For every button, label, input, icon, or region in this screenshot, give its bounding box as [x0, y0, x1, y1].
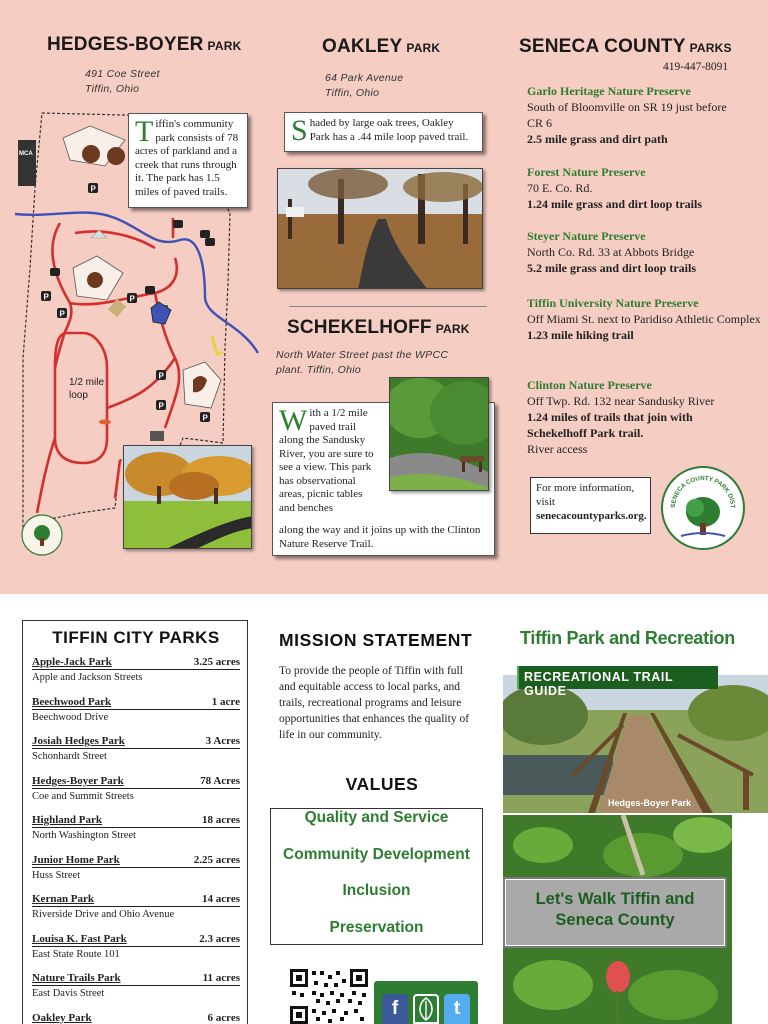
city-park-acres: 6 acres [207, 1011, 240, 1024]
oakley-divider [289, 306, 487, 307]
city-park-street: Huss Street [32, 869, 81, 881]
city-parks-box [22, 620, 248, 1024]
oakley-dropcap: S [291, 114, 308, 147]
svg-text:P: P [158, 401, 164, 411]
city-park-name: Josiah Hedges Park [32, 735, 125, 747]
svg-text:P: P [158, 371, 164, 381]
city-park-acres: 3.25 acres [193, 656, 240, 668]
city-park-name: Junior Home Park [32, 853, 120, 866]
bridge-photo-caption: Hedges-Boyer Park [608, 798, 692, 808]
city-park-street: East State Route 101 [32, 948, 120, 960]
preserve-steyer: Steyer Nature Preserve North Co. Rd. 33 at Abbots Bridge 5.2 mile grass and dirt loop trails [527, 229, 697, 275]
city-park-acres: 11 acres [202, 972, 240, 984]
city-park-row [32, 854, 240, 881]
svg-text:SENECA COUNTY PARK DISTRICT: SENECA COUNTY PARK DIST [669, 474, 737, 509]
oakley-text: haded by large oak trees, Oakley Park has a .44 mile loop paved trail. [309, 117, 469, 143]
hedges-boyer-dropcap: T [135, 115, 154, 148]
schekelhoff-text-tail: along the way and it joins up with the Clinton Nature Reserve Trail. [279, 524, 481, 550]
facebook-icon[interactable]: f [382, 994, 408, 1024]
svg-text:P: P [202, 413, 208, 423]
mission-title: MISSION STATEMENT [279, 630, 473, 650]
value-community-development: Community Development [283, 846, 470, 863]
qr-code[interactable] [290, 969, 370, 1024]
city-park-acres: 18 acres [202, 814, 240, 826]
oakley-photo [277, 168, 483, 289]
preserve-forest: Forest Nature Preserve 70 E. Co. Rd. 1.24 mile grass and dirt loop trails [527, 165, 703, 211]
city-park-street: Apple and Jackson Streets [32, 672, 143, 683]
city-park-row [32, 696, 240, 723]
city-park-heading-line [32, 735, 240, 749]
city-park-heading-line [32, 775, 240, 789]
city-park-row [32, 656, 240, 683]
lets-walk-text: Let's Walk Tiffin and Seneca County [535, 890, 695, 929]
mission-text: To provide the people of Tiffin with full and equitable access to local parks, and trails, recreational programs and leisure opportunities that enhances the quality of life in our community. [279, 665, 470, 741]
city-park-street: Schonhardt Street [32, 751, 107, 762]
city-park-street: Beechwood Drive [32, 711, 109, 723]
schekelhoff-text: ith a 1/2 mile paved trail along the Sandusky River, you are sure to see a view. This park has observational areas, picnic tables and benches [279, 407, 374, 514]
city-park-name: Highland Park [32, 814, 102, 826]
city-park-name: Oakley Park [32, 1011, 92, 1024]
city-park-row [32, 814, 240, 841]
city-park-name: Beechwood Park [32, 695, 112, 708]
lets-walk-box [503, 877, 727, 948]
city-park-heading-line [32, 854, 240, 868]
city-park-name: Kernan Park [32, 893, 95, 905]
schekelhoff-heading: SCHEKELHOFF PARK [287, 317, 470, 338]
city-park-heading-line [32, 696, 240, 710]
city-park-heading-line [32, 933, 240, 947]
city-park-acres: 3 Acres [205, 735, 240, 747]
seneca-website-link[interactable]: senecacountyparks.org. [536, 510, 647, 522]
city-park-street: East Davis Street [32, 988, 105, 999]
hedges-boyer-description [128, 113, 248, 208]
oakley-address: 64 Park Avenue Tiffin, Ohio [325, 72, 404, 99]
preserve-garlo: Garlo Heritage Nature Preserve South of Bloomville on SR 19 just before CR 6 2.5 mile grass and dirt path [527, 84, 727, 146]
city-park-acres: 2.3 acres [199, 932, 240, 945]
city-park-acres: 14 acres [202, 893, 240, 905]
seneca-park-district-logo [661, 466, 745, 550]
hedges-boyer-photo [123, 445, 252, 549]
city-park-heading-line [32, 972, 240, 986]
city-park-heading-line [32, 1012, 240, 1024]
seneca-heading: SENECA COUNTY PARKS [519, 36, 732, 57]
schekelhoff-photo [389, 377, 489, 491]
map-loop-label: 1/2 mile loop [69, 377, 105, 401]
city-park-street: Coe and Summit Streets [32, 790, 134, 802]
city-park-row [32, 775, 240, 802]
value-inclusion: Inclusion [342, 882, 411, 899]
city-park-heading-line [32, 893, 240, 907]
city-park-name: Nature Trails Park [32, 972, 121, 984]
tiffin-parks-seal [22, 515, 62, 555]
city-park-street: North Washington Street [32, 830, 136, 841]
map-ymca-label: MCA [19, 151, 33, 157]
hedges-boyer-heading: HEDGES-BOYER PARK [47, 34, 242, 55]
schekelhoff-dropcap: W [279, 404, 308, 437]
values-box [270, 808, 483, 945]
values-title: VALUES [345, 774, 419, 794]
hedges-boyer-address: 491 Coe Street Tiffin, Ohio [85, 68, 160, 95]
city-park-acres: 2.25 acres [193, 853, 240, 866]
svg-text:P: P [129, 294, 135, 304]
city-park-heading-line [32, 814, 240, 828]
svg-text:P: P [43, 292, 49, 302]
trail-guide-banner: RECREATIONAL TRAIL GUIDE [517, 666, 718, 689]
city-park-row [32, 735, 240, 762]
city-park-heading-line [32, 656, 240, 670]
oakley-heading: OAKLEY PARK [322, 36, 441, 57]
city-parks-title: TIFFIN CITY PARKS [52, 628, 220, 647]
city-park-name: Louisa K. Fast Park [32, 932, 127, 945]
more-info-box: For more information, visit senecacountyparks.org. [530, 477, 651, 534]
value-quality-service: Quality and Service [304, 809, 449, 826]
svg-text:P: P [59, 309, 65, 319]
leaf-icon[interactable] [413, 994, 439, 1024]
schekelhoff-address: North Water Street past the WPCC plant. Tiffin, Ohio [276, 349, 449, 376]
social-media-strip [374, 981, 478, 1024]
city-park-row [32, 893, 240, 920]
svg-text:P: P [90, 184, 96, 194]
cover-title: Tiffin Park and Recreation [520, 628, 735, 648]
city-park-row [32, 972, 240, 999]
value-preservation: Preservation [329, 919, 424, 936]
preserve-tiffin-university: Tiffin University Nature Preserve Off Miami St. next to Paridiso Athletic Complex 1.23 mile hiking trail [527, 296, 761, 342]
city-park-name: Hedges-Boyer Park [32, 774, 124, 787]
city-park-name: Apple-Jack Park [32, 656, 112, 668]
hedges-boyer-text: iffin's community park consists of 78 acres of parkland and a creek that runs through it. The park has 1.5 miles of paved trails. [135, 118, 239, 198]
oakley-description [284, 112, 483, 152]
city-park-acres: 1 acre [211, 695, 240, 708]
city-park-row [32, 933, 240, 960]
preserve-clinton: Clinton Nature Preserve Off Twp. Rd. 132 near Sandusky River 1.24 miles of trails that join with Schekelhoff Park trail. River access [527, 378, 715, 456]
city-park-acres: 78 Acres [200, 774, 240, 787]
twitter-icon[interactable]: t [444, 994, 470, 1024]
city-park-street: Riverside Drive and Ohio Avenue [32, 909, 175, 920]
seneca-phone: 419-447-8091 [663, 61, 729, 73]
city-park-row [32, 1012, 240, 1024]
